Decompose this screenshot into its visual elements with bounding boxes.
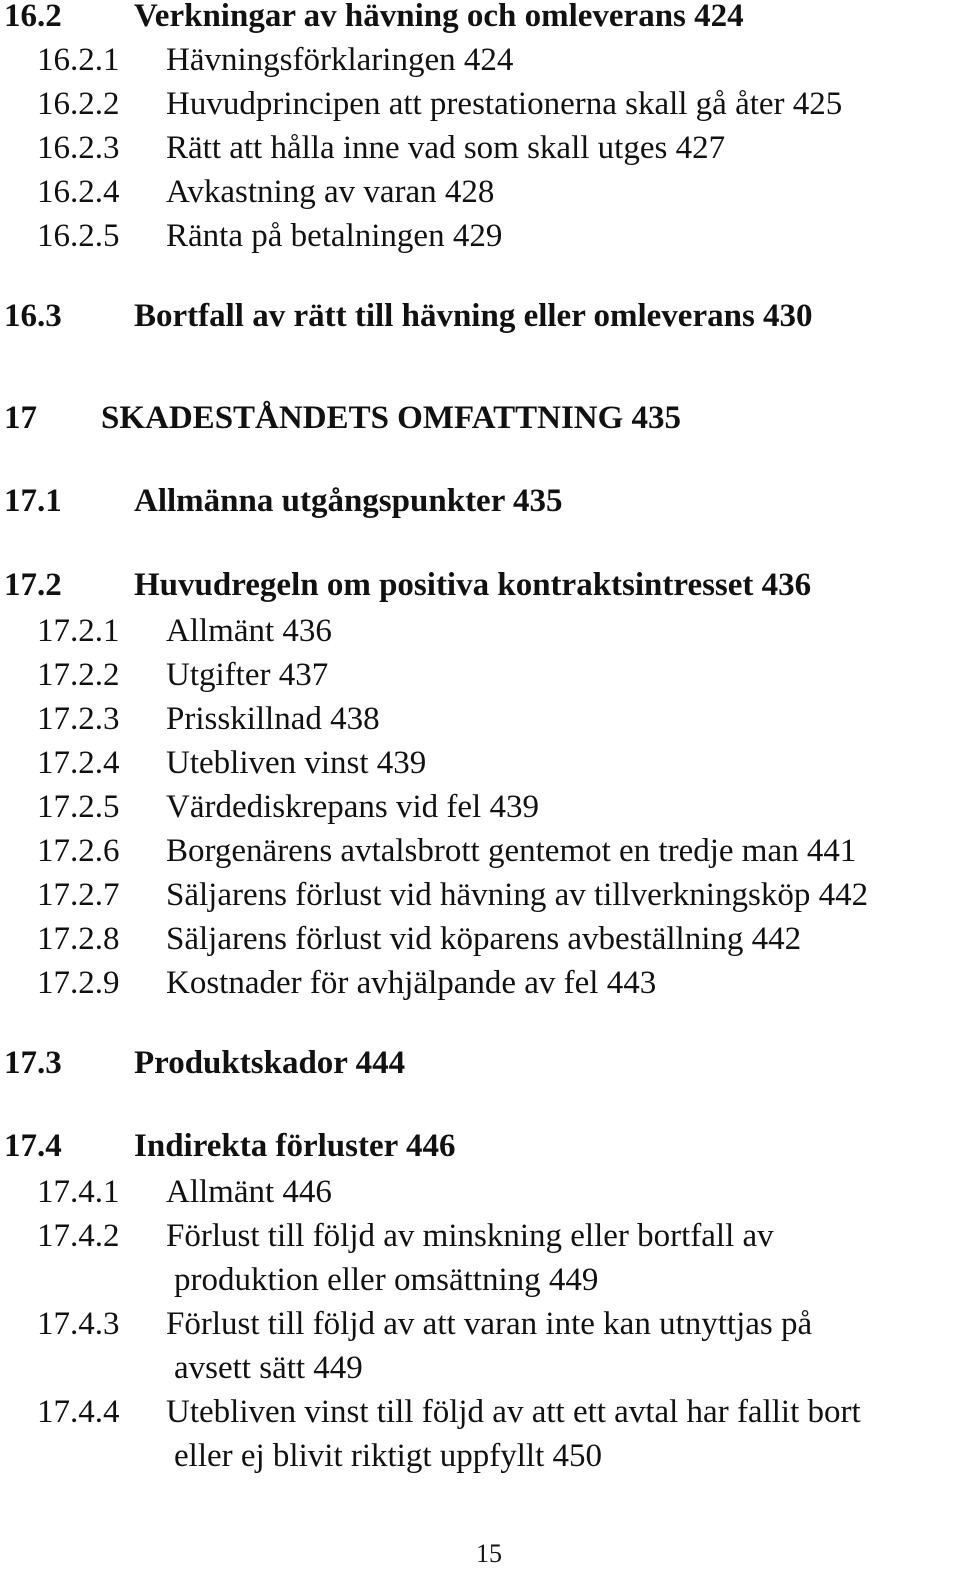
toc-entry-title [134, 296, 813, 336]
toc-entry-title-line: Utebliven vinst till följd av att ett avtal har fallit bort [166, 1394, 861, 1430]
toc-entry-title [166, 653, 328, 697]
toc-entry-number: 16.2.2 [37, 86, 120, 122]
toc-entry-title-line: Verkningar av hävning och omleverans 424 [134, 0, 744, 34]
toc-entry-title-line: Rätt att hålla inne vad som skall utges 427 [166, 130, 726, 166]
toc-entry-number: 16.2.1 [37, 42, 120, 78]
toc-entry-title-line: Kostnader för avhjälpande av fel 443 [166, 965, 657, 1001]
toc-entry-number: 17.2.3 [37, 701, 120, 737]
toc-entry-number: 16.2.3 [37, 130, 120, 166]
toc-entry-title-line: Borgenärens avtalsbrott gentemot en tredje man 441 [166, 833, 857, 869]
toc-entry-title [166, 697, 380, 741]
toc-entry-title-line: Avkastning av varan 428 [166, 174, 495, 210]
toc-entry-number: 17.4 [4, 1128, 62, 1164]
toc-entry-number: 17.2.4 [37, 745, 120, 781]
toc-entry-number: 17.2.5 [37, 789, 120, 825]
toc-entry-title [166, 917, 801, 961]
page-number: 15 [476, 1539, 502, 1568]
toc-entry-number: 17.4.2 [37, 1218, 120, 1254]
toc-entry-title [166, 1302, 812, 1390]
toc-entry-number: 17.3 [4, 1045, 62, 1081]
toc-entry-number: 17.4.4 [37, 1394, 120, 1430]
toc-entry-title-line: Prisskillnad 438 [166, 701, 380, 737]
toc-entry-number: 17.2.2 [37, 657, 120, 693]
toc-entry-number: 17.2.8 [37, 921, 120, 957]
toc-entry-number: 16.2.5 [37, 218, 120, 254]
toc-entry-title [166, 829, 856, 873]
toc-entry-title [166, 609, 332, 653]
toc-entry-title-line: Utgifter 437 [166, 657, 329, 693]
toc-entry-title-line: Värdediskrepans vid fel 439 [166, 789, 539, 825]
toc-entry-title-line: Utebliven vinst 439 [166, 745, 427, 781]
toc-entry-number: 17.4.3 [37, 1306, 120, 1342]
toc-entry-title [166, 38, 513, 82]
toc-entry-title [134, 481, 563, 521]
toc-entry-title [134, 0, 744, 36]
toc-entry-title [101, 398, 681, 438]
toc-entry-title-continuation: produktion eller omsättning 449 [174, 1262, 599, 1298]
toc-entry-title [166, 126, 725, 170]
toc-entry-title [166, 1390, 861, 1478]
toc-entry-title-line: Hävningsförklaringen 424 [166, 42, 514, 78]
toc-entry-title-line: Allmänna utgångspunkter 435 [134, 483, 563, 519]
toc-entry-title-line: Säljarens förlust vid hävning av tillverkningsköp 442 [166, 877, 869, 913]
toc-entry-number: 17.2.9 [37, 965, 120, 1001]
toc-entry-number: 17.4.1 [37, 1174, 120, 1210]
toc-entry-title [166, 873, 868, 917]
toc-entry-title-line: Ränta på betalningen 429 [166, 218, 503, 254]
toc-entry-title-line: Allmänt 446 [166, 1174, 332, 1210]
toc-entry-title-line: SKADESTÅNDETS OMFATTNING 435 [101, 400, 682, 436]
toc-entry-title [134, 1043, 405, 1083]
toc-entry-number: 16.2 [4, 0, 62, 34]
toc-entry-title-line: Produktskador 444 [134, 1045, 406, 1081]
toc-entry-number: 17.2 [4, 567, 62, 603]
toc-entry-number: 17.1 [4, 483, 62, 519]
toc-entry-title [166, 1170, 332, 1214]
toc-entry-title-line: Huvudregeln om positiva kontraktsintresset 436 [134, 567, 812, 603]
toc-entry-title [166, 961, 656, 1005]
toc-entry-title-line: Förlust till följd av minskning eller bortfall av [166, 1218, 774, 1254]
toc-entry-title-line: Bortfall av rätt till hävning eller omleverans 430 [134, 298, 813, 334]
toc-entry-number: 17.2.1 [37, 613, 120, 649]
toc-entry-title-line: Förlust till följd av att varan inte kan utnyttjas på [166, 1306, 813, 1342]
toc-entry-title [166, 785, 539, 829]
toc-entry-number: 17.2.6 [37, 833, 120, 869]
toc-entry-number: 17 [4, 400, 37, 436]
toc-entry-title [166, 741, 426, 785]
toc-entry-title-line: Allmänt 436 [166, 613, 332, 649]
toc-entry-title [166, 170, 494, 214]
toc-entry-title [166, 214, 502, 258]
toc-entry-title-continuation: eller ej blivit riktigt uppfyllt 450 [174, 1438, 603, 1474]
toc-entry-title-line: Indirekta förluster 446 [134, 1128, 456, 1164]
toc-entry-title [134, 565, 811, 605]
toc-entry-title-line: Säljarens förlust vid köparens avbeställning 442 [166, 921, 802, 957]
toc-entry-title-line: Huvudprincipen att prestationerna skall gå åter 425 [166, 86, 843, 122]
toc-entry-title [166, 1214, 774, 1302]
toc-entry-title [166, 82, 842, 126]
toc-entry-number: 16.2.4 [37, 174, 120, 210]
toc-entry-number: 16.3 [4, 298, 62, 334]
toc-entry-title [134, 1126, 455, 1166]
toc-entry-title-continuation: avsett sätt 449 [174, 1350, 363, 1386]
toc-entry-number: 17.2.7 [37, 877, 120, 913]
